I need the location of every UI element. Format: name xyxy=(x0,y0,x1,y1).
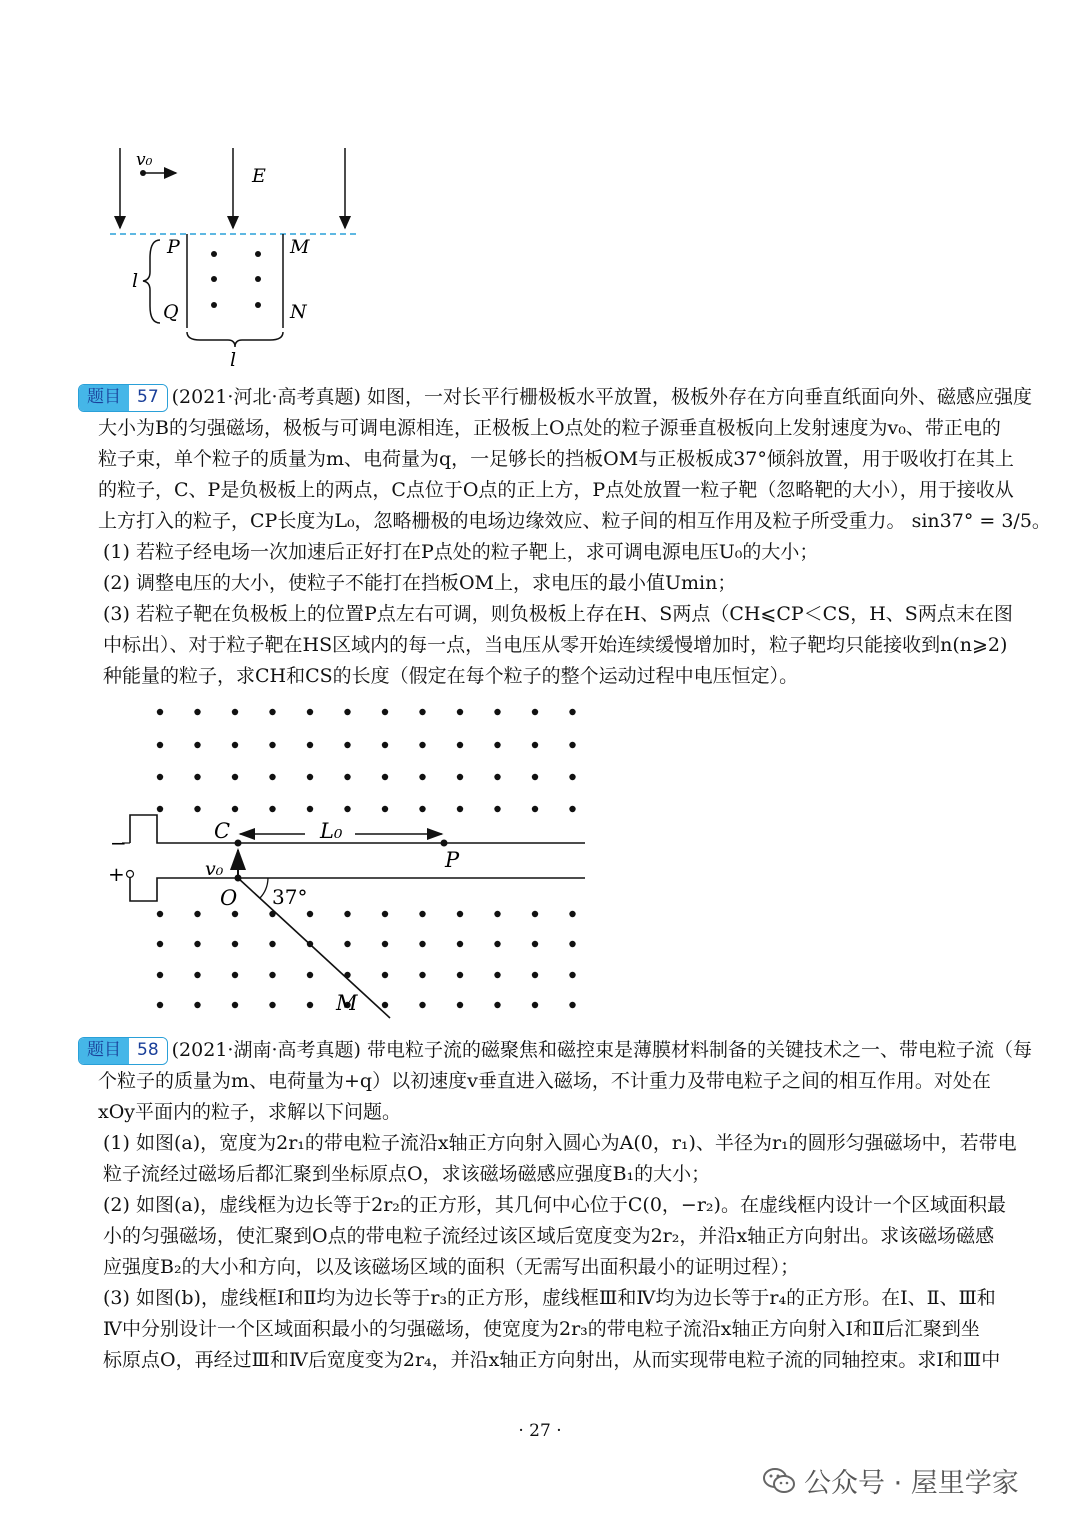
field-dot xyxy=(157,806,163,812)
label-angle: 37° xyxy=(272,885,308,909)
watermark xyxy=(762,1461,1019,1500)
label-M: M xyxy=(290,236,310,258)
field-dot xyxy=(232,1002,238,1008)
field-dot xyxy=(232,709,238,715)
field-dot xyxy=(419,742,425,748)
field-dot xyxy=(569,911,575,917)
field-dot xyxy=(232,774,238,780)
field-dot xyxy=(457,774,463,780)
field-dot xyxy=(569,972,575,978)
q58-line-1: 题目 58 (2021·湖南·高考真题) 带电粒子流的磁聚焦和磁控束是薄膜材料制备的关键技术之一、带电粒子流（每 xyxy=(78,1035,1008,1066)
q57-line-9: 中标出）、对于粒子靶在HS区域内的每一点，当电压从零开始连续缓慢增加时，粒子靶均只能接收到n(n⩾2) xyxy=(103,634,1008,656)
field-dot xyxy=(269,742,275,748)
figure-field-diagram xyxy=(100,140,380,375)
field-dot xyxy=(494,941,500,947)
field-dot xyxy=(269,806,275,812)
field-dot xyxy=(532,941,538,947)
field-dot xyxy=(494,742,500,748)
field-dot xyxy=(457,1002,463,1008)
field-dot xyxy=(344,806,350,812)
field-dot xyxy=(532,774,538,780)
field-dot xyxy=(344,774,350,780)
field-dot xyxy=(307,1002,313,1008)
watermark-text: 公众号 · 屋里学家 xyxy=(804,1468,1019,1499)
positive-plate xyxy=(130,874,585,901)
field-dot xyxy=(457,911,463,917)
field-dot xyxy=(569,742,575,748)
field-dot xyxy=(194,774,200,780)
field-dot xyxy=(382,972,388,978)
field-dot xyxy=(232,941,238,947)
field-dot xyxy=(569,941,575,947)
field-dot xyxy=(419,972,425,978)
field-dot xyxy=(307,911,313,917)
field-dot xyxy=(194,972,200,978)
field-dot xyxy=(419,774,425,780)
q57-line-3: 粒子束，单个粒子的质量为m、电荷量为q，一足够长的挡板OM与正极板成37°倾斜放置，用于吸收打在其上 xyxy=(98,448,1014,470)
q58-line-4: (1) 如图(a)，宽度为2r₁的带电粒子流沿x轴正方向射入圆心为A(0，r₁)、半径为r₁的圆形匀强磁场中，若带电 xyxy=(103,1132,1017,1154)
field-dot xyxy=(157,941,163,947)
field-dot xyxy=(494,911,500,917)
field-dot xyxy=(382,709,388,715)
label-Q: Q xyxy=(163,301,179,323)
question-badge: 题目 58 xyxy=(78,1037,168,1065)
field-dot xyxy=(569,806,575,812)
field-dot xyxy=(532,911,538,917)
label-minus: − xyxy=(110,831,127,855)
field-dot xyxy=(494,806,500,812)
field-dot xyxy=(194,941,200,947)
field-dot xyxy=(157,709,163,715)
field-dot xyxy=(532,1002,538,1008)
field-dot xyxy=(494,972,500,978)
brace-bottom xyxy=(187,332,283,347)
field-dot xyxy=(532,972,538,978)
field-dot xyxy=(419,911,425,917)
field-dot xyxy=(532,806,538,812)
q58-line-5: 粒子流经过磁场后都汇聚到坐标原点O，求该磁场磁感应强度B₁的大小； xyxy=(103,1163,711,1185)
field-dot xyxy=(457,709,463,715)
q57-line-1: 题目 57 (2021·河北·高考真题) 如图，一对长平行栅极板水平放置，极板外存在方向垂直纸面向外、磁感应强度 xyxy=(78,382,1008,413)
field-dot xyxy=(194,1002,200,1008)
field-dot xyxy=(457,742,463,748)
q58-line-11: 标原点O，再经过Ⅲ和Ⅳ后宽度变为2r₄，并沿x轴正方向射出，从而实现带电粒子流的同轴控束。求Ⅰ和Ⅲ中 xyxy=(103,1349,1001,1371)
field-dot xyxy=(382,1002,388,1008)
question-badge: 题目 57 xyxy=(78,384,168,412)
field-dot xyxy=(269,941,275,947)
field-dot xyxy=(457,941,463,947)
field-dot xyxy=(457,972,463,978)
q58-line-7: 小的匀强磁场，使汇聚到O点的带电粒子流经过该区域后宽度变为2r₂，并沿x轴正方向射出。求该磁场磁感 xyxy=(103,1225,995,1247)
field-dot xyxy=(307,806,313,812)
field-dot xyxy=(344,911,350,917)
field-dot xyxy=(457,806,463,812)
field-dot xyxy=(194,911,200,917)
field-dot xyxy=(232,972,238,978)
label-plus: + xyxy=(108,862,125,886)
field-dot xyxy=(232,806,238,812)
field-dot xyxy=(269,774,275,780)
field-dot xyxy=(269,972,275,978)
field-dot xyxy=(232,742,238,748)
label-P: P xyxy=(167,236,180,258)
field-dot xyxy=(419,806,425,812)
field-dot xyxy=(157,911,163,917)
label-l-side: l xyxy=(132,270,139,292)
q58-line-8: 应强度B₂的大小和方向，以及该磁场区域的面积（无需写出面积最小的证明过程）； xyxy=(103,1256,800,1278)
field-dot xyxy=(157,742,163,748)
field-dot xyxy=(382,941,388,947)
field-dot xyxy=(382,742,388,748)
field-dot xyxy=(194,806,200,812)
figure-plates-diagram xyxy=(100,700,600,1025)
field-dot xyxy=(569,1002,575,1008)
field-dot xyxy=(157,774,163,780)
q57-line-8: (3) 若粒子靶在负极板上的位置P点左右可调，则负极板上存在H、S两点（CH⩽CP＜CS，H、S两点末在图 xyxy=(103,603,1013,625)
field-dot xyxy=(494,774,500,780)
label-E: E xyxy=(252,165,266,187)
negative-plate xyxy=(130,815,585,843)
label-N: N xyxy=(290,301,307,323)
q57-line-6: (1) 若粒子经电场一次加速后正好打在P点处的粒子靶上，求可调电源电压U₀的大小； xyxy=(103,541,819,563)
q57-line-10: 种能量的粒子，求CH和CS的长度（假定在每个粒子的整个运动过程中电压恒定）。 xyxy=(103,665,799,687)
field-dot xyxy=(269,1002,275,1008)
field-dot xyxy=(307,774,313,780)
field-dot xyxy=(419,1002,425,1008)
question-58 xyxy=(78,1035,1032,1376)
q57-line-4: 的粒子，C、P是负极板上的两点，C点位于O点的正上方，P点处放置一粒子靶（忽略靶的大小），用于接收从 xyxy=(98,479,1014,501)
field-dot xyxy=(307,972,313,978)
label-v0: v₀ xyxy=(205,858,224,880)
magnetic-field-dots xyxy=(211,251,261,308)
field-dot xyxy=(194,709,200,715)
field-dot xyxy=(344,742,350,748)
q57-line-5: 上方打入的粒子，CP长度为L₀，忽略栅极的电场边缘效应、粒子间的相互作用及粒子所受重力。 sin37° = 3/5。 xyxy=(98,510,1051,532)
magnetic-field-dots-bottom xyxy=(157,911,576,1008)
field-dot xyxy=(569,774,575,780)
angle-arc xyxy=(260,878,268,898)
label-L0: L₀ xyxy=(320,819,343,843)
field-dot xyxy=(532,709,538,715)
baffle-OM xyxy=(238,878,390,1018)
field-dot xyxy=(307,709,313,715)
label-l-bottom: l xyxy=(230,349,237,371)
label-C: C xyxy=(214,819,231,843)
field-dot xyxy=(382,774,388,780)
field-dot xyxy=(157,972,163,978)
field-dot xyxy=(532,742,538,748)
field-dot xyxy=(419,709,425,715)
field-dot xyxy=(344,941,350,947)
q58-line-10: Ⅳ中分别设计一个区域面积最小的匀强磁场，使宽度为2r₃的带电粒子流沿x轴正方向射入Ⅰ和Ⅱ后汇聚到坐 xyxy=(103,1318,980,1340)
field-dot xyxy=(419,941,425,947)
q58-line-2: 个粒子的质量为m、电荷量为+q）以初速度v垂直进入磁场，不计重力及带电粒子之间的相互作用。对处在 xyxy=(98,1070,991,1092)
magnetic-field-dots-top xyxy=(157,709,576,812)
label-v0: v₀ xyxy=(136,150,153,170)
q58-line-3: xOy平面内的粒子，求解以下问题。 xyxy=(98,1101,402,1123)
label-O: O xyxy=(220,886,238,910)
field-dot xyxy=(269,709,275,715)
field-dot xyxy=(194,742,200,748)
brace-side xyxy=(143,240,160,323)
field-dot xyxy=(307,742,313,748)
q58-line-6: (2) 如图(a)，虚线框为边长等于2r₂的正方形，其几何中心位于C(0，−r₂)。在虚线框内设计一个区域面积最 xyxy=(103,1194,1006,1216)
label-P: P xyxy=(445,848,460,872)
label-M: M xyxy=(336,991,358,1015)
page-number: · 27 · xyxy=(518,1421,562,1441)
field-dot xyxy=(494,709,500,715)
question-57 xyxy=(78,382,1051,692)
field-dot xyxy=(232,911,238,917)
q58-line-9: (3) 如图(b)，虚线框Ⅰ和Ⅱ均为边长等于r₃的正方形，虚线框Ⅲ和Ⅳ均为边长等于r₄的正方形。在Ⅰ、Ⅱ、Ⅲ和 xyxy=(103,1287,996,1309)
field-dot xyxy=(382,806,388,812)
wechat-icon xyxy=(762,1466,796,1496)
field-dot xyxy=(157,1002,163,1008)
field-dot xyxy=(569,709,575,715)
field-dot xyxy=(382,911,388,917)
field-dot xyxy=(344,709,350,715)
q57-line-7: (2) 调整电压的大小，使粒子不能打在挡板OM上，求电压的最小值Umin； xyxy=(103,572,737,594)
q57-line-2: 大小为B的匀强磁场，极板与可调电源相连，正极板上O点处的粒子源垂直极板向上发射速度为v₀、带正电的 xyxy=(98,417,1001,439)
field-dot xyxy=(494,1002,500,1008)
